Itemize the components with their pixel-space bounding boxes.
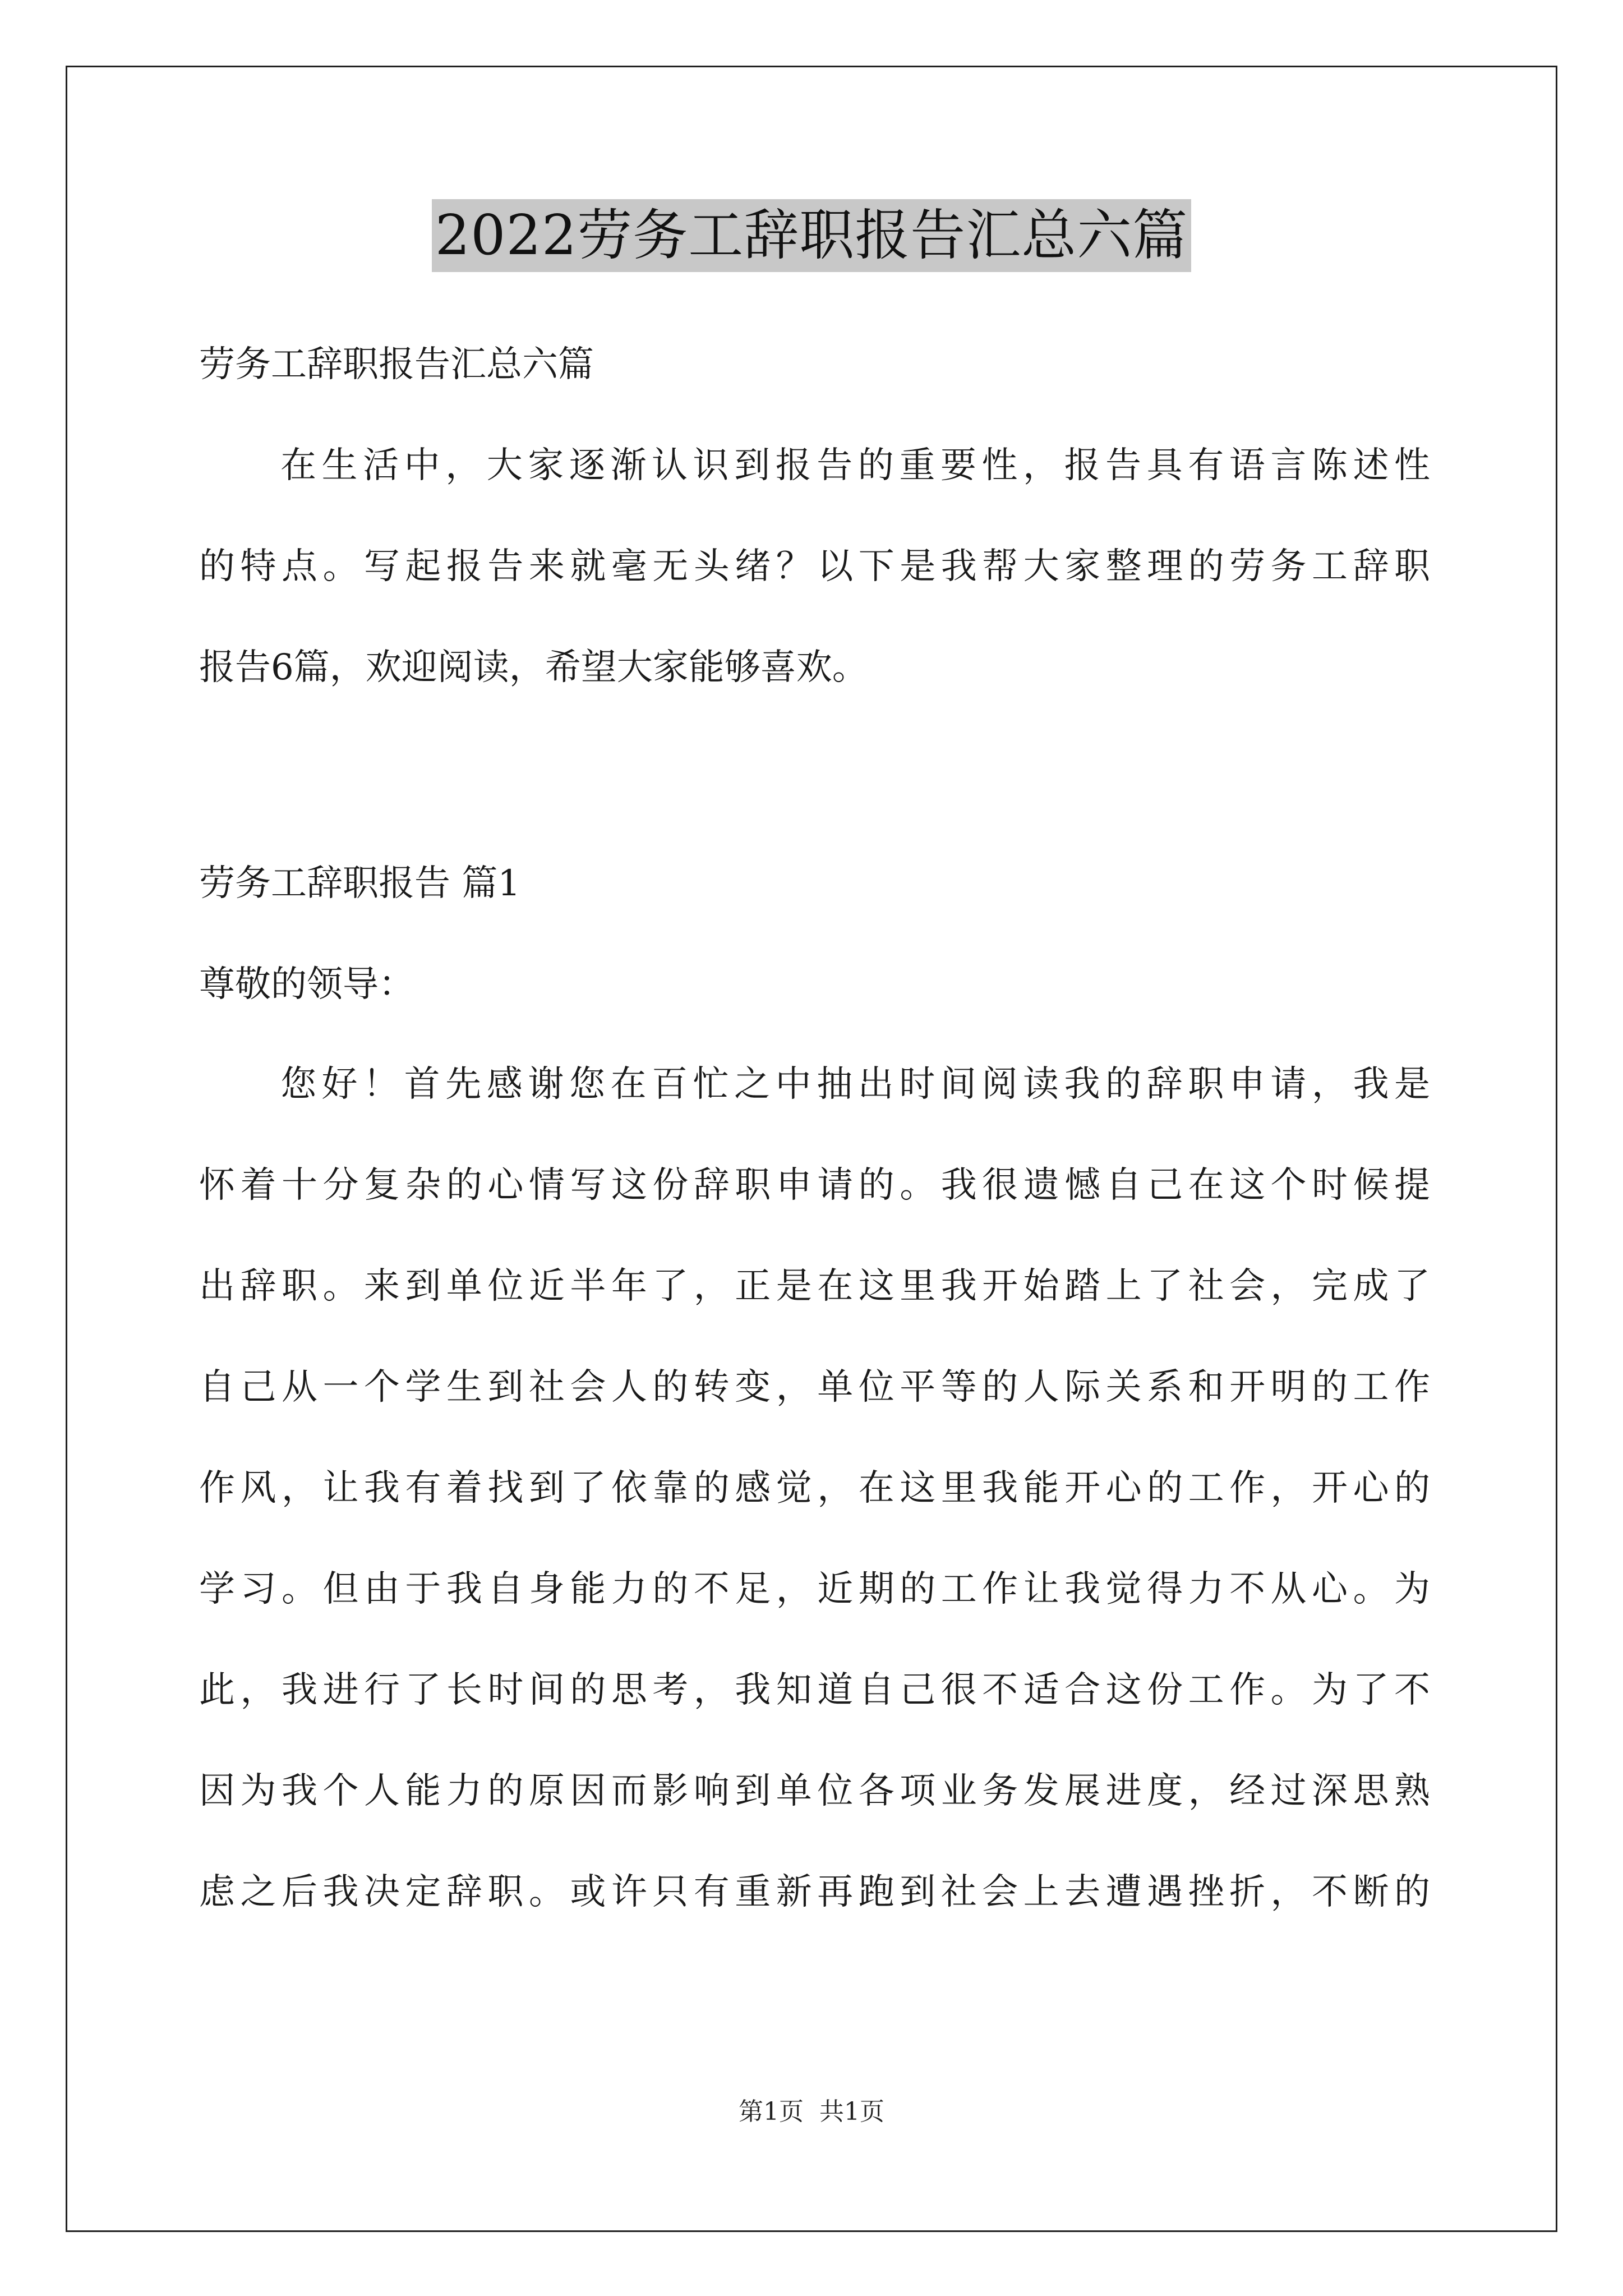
page-number: 第1页 xyxy=(739,2097,804,2126)
document-subtitle: 劳务工辞职报告汇总六篇 xyxy=(199,344,594,385)
body-line: 出辞职。来到单位近半年了，正是在这里我开始踏上了社会，完成了 xyxy=(199,1266,1430,1307)
document-title: 2022劳务工辞职报告汇总六篇 xyxy=(432,199,1191,272)
page-total: 共1页 xyxy=(819,2097,884,2126)
intro-line: 的特点。写起报告来就毫无头绪？以下是我帮大家整理的劳务工辞职 xyxy=(199,546,1430,587)
body-line: 虑之后我决定辞职。或许只有重新再跑到社会上去遭遇挫折，不断的 xyxy=(199,1871,1430,1913)
body-line: 怀着十分复杂的心情写这份辞职申请的。我很遗憾自己在这个时候提 xyxy=(199,1165,1430,1206)
body-line: 学习。但由于我自身能力的不足，近期的工作让我觉得力不从心。为 xyxy=(199,1568,1430,1610)
title-wrapper xyxy=(0,199,1623,272)
body-line: 作风，让我有着找到了依靠的感觉，在这里我能开心的工作，开心的 xyxy=(199,1467,1430,1509)
salutation: 尊敬的领导： xyxy=(199,964,414,1005)
body-line: 自己从一个学生到社会人的转变，单位平等的人际关系和开明的工作 xyxy=(199,1366,1430,1408)
body-line: 此，我进行了长时间的思考，我知道自己很不适合这份工作。为了不 xyxy=(199,1669,1430,1711)
section-heading: 劳务工辞职报告 篇1 xyxy=(199,863,521,904)
intro-line: 在生活中，大家逐渐认识到报告的重要性，报告具有语言陈述性 xyxy=(280,445,1430,486)
body-line: 您好！首先感谢您在百忙之中抽出时间阅读我的辞职申请，我是 xyxy=(280,1064,1430,1105)
page-footer xyxy=(0,2095,1623,2129)
body-line: 因为我个人能力的原因而影响到单位各项业务发展进度，经过深思熟 xyxy=(199,1770,1430,1812)
intro-line: 报告6篇，欢迎阅读，希望大家能够喜欢。 xyxy=(199,647,868,688)
